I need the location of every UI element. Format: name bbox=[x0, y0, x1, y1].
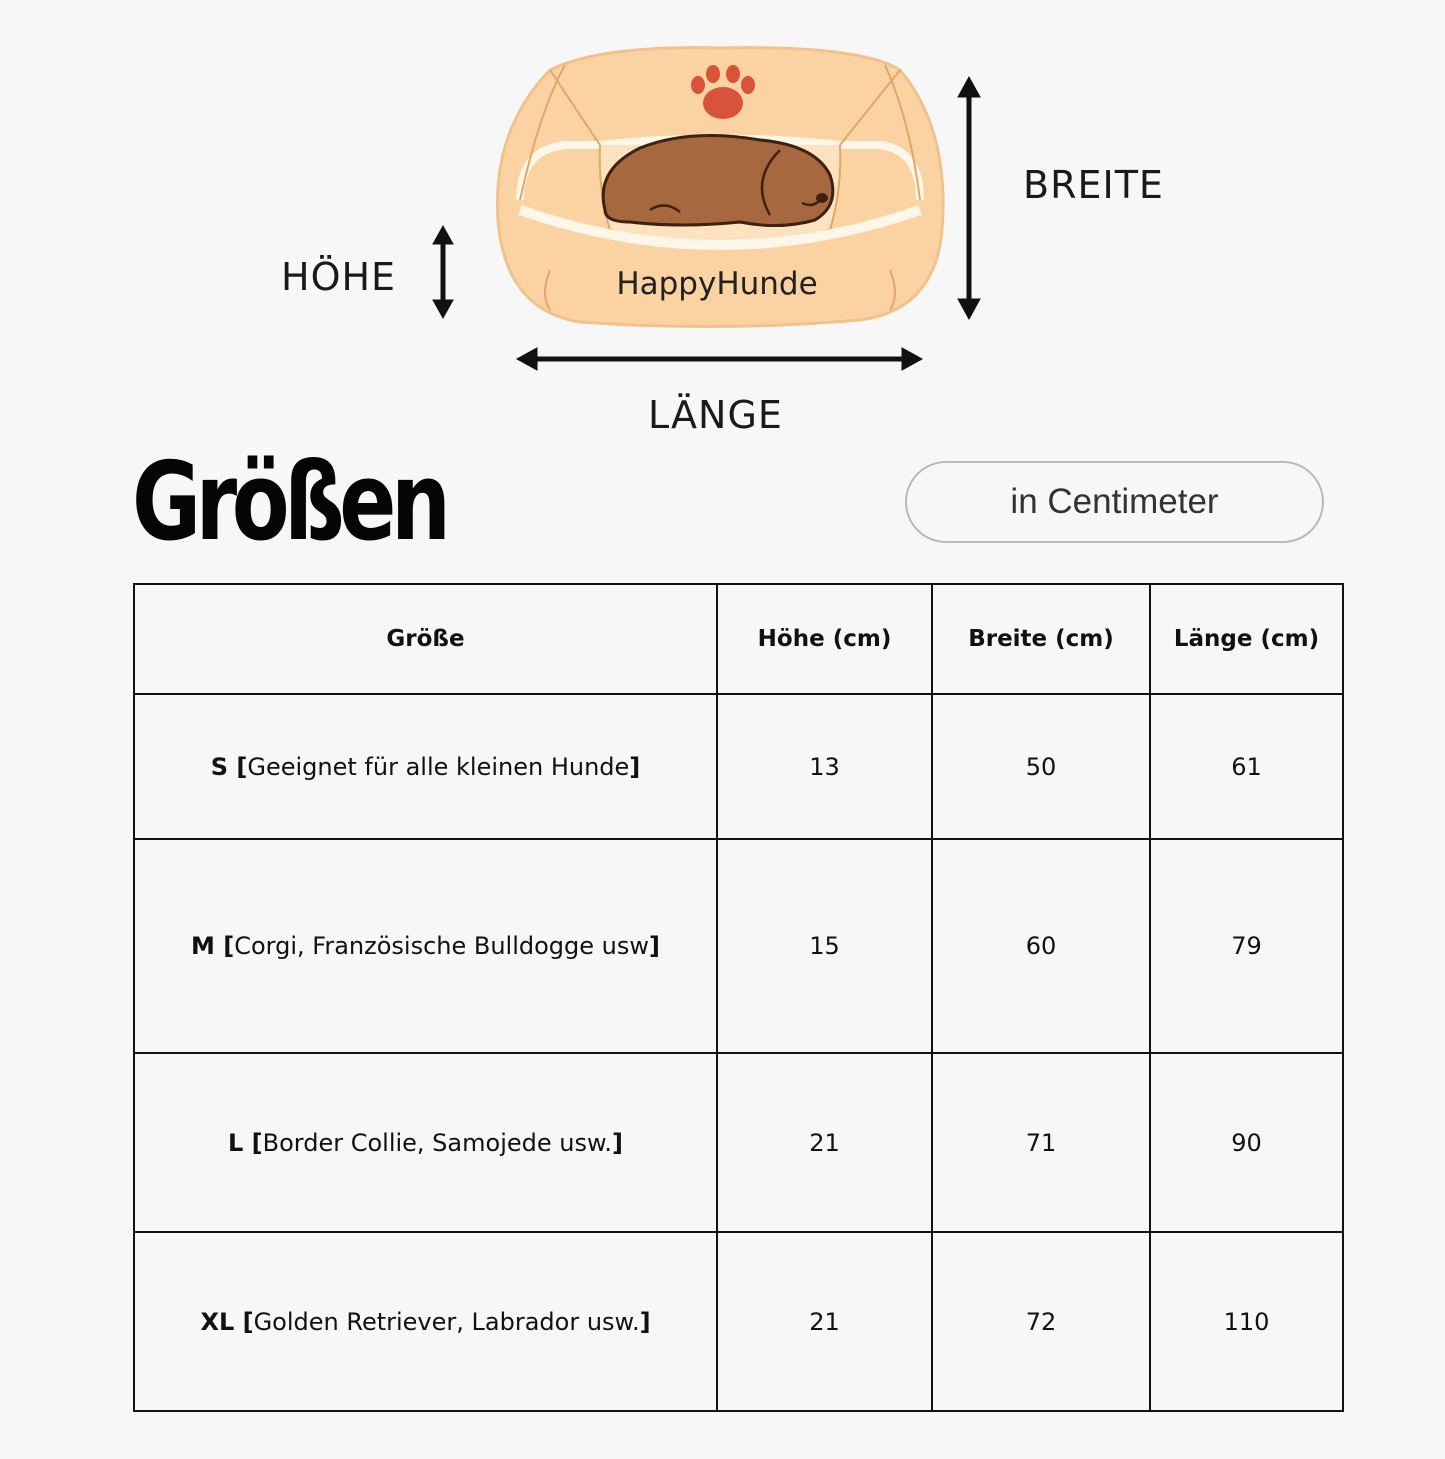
table-row bbox=[134, 1232, 1343, 1411]
bracket-close: ] bbox=[629, 752, 641, 781]
unit-badge: in Centimeter bbox=[905, 461, 1324, 543]
table-header-row bbox=[134, 584, 1343, 694]
header-height: Höhe (cm) bbox=[717, 584, 932, 694]
size-code: L bbox=[228, 1128, 244, 1157]
height-label: HÖHE bbox=[281, 255, 397, 299]
table-row bbox=[134, 839, 1343, 1053]
size-table bbox=[133, 583, 1344, 1412]
height-cell: 21 bbox=[717, 1053, 932, 1232]
header-size: Größe bbox=[134, 584, 717, 694]
length-cell: 90 bbox=[1150, 1053, 1343, 1232]
dog-bed-illustration bbox=[480, 40, 960, 340]
brand-text: HappyHunde bbox=[616, 266, 818, 302]
height-arrow bbox=[433, 226, 453, 318]
bracket-open: [ bbox=[243, 1128, 263, 1157]
length-cell: 61 bbox=[1150, 694, 1343, 839]
bracket-open: [ bbox=[228, 752, 248, 781]
bracket-open: [ bbox=[234, 1307, 254, 1336]
height-cell: 13 bbox=[717, 694, 932, 839]
width-cell: 50 bbox=[932, 694, 1150, 839]
size-code: S bbox=[210, 752, 229, 781]
table-row bbox=[134, 694, 1343, 839]
page-title: Größen bbox=[132, 440, 446, 565]
size-code: XL bbox=[200, 1307, 235, 1336]
size-description: Geeignet für alle kleinen Hunde bbox=[247, 752, 630, 781]
height-cell: 21 bbox=[717, 1232, 932, 1411]
bracket-open: [ bbox=[214, 932, 235, 960]
height-cell: 15 bbox=[717, 839, 932, 1053]
bracket-close: ] bbox=[649, 932, 660, 960]
size-cell bbox=[134, 1053, 717, 1232]
size-description: Border Collie, Samojede usw. bbox=[262, 1128, 613, 1157]
header-length: Länge (cm) bbox=[1150, 584, 1343, 694]
header-width: Breite (cm) bbox=[932, 584, 1150, 694]
size-description: Corgi, Französische Bulldogge usw bbox=[234, 932, 650, 960]
width-cell: 72 bbox=[932, 1232, 1150, 1411]
width-arrow bbox=[958, 77, 980, 319]
size-cell bbox=[134, 694, 717, 839]
length-cell: 110 bbox=[1150, 1232, 1343, 1411]
width-label: BREITE bbox=[1023, 163, 1164, 207]
size-cell bbox=[134, 1232, 717, 1411]
table-row bbox=[134, 1053, 1343, 1232]
size-description: Golden Retriever, Labrador usw. bbox=[253, 1307, 640, 1336]
width-cell: 60 bbox=[932, 839, 1150, 1053]
bracket-close: ] bbox=[612, 1128, 623, 1157]
bracket-close: ] bbox=[639, 1307, 651, 1336]
size-code: M bbox=[191, 932, 215, 960]
size-cell bbox=[134, 839, 717, 1053]
length-arrow bbox=[517, 348, 922, 370]
width-cell: 71 bbox=[932, 1053, 1150, 1232]
sleeping-dog-icon bbox=[603, 136, 833, 226]
length-cell: 79 bbox=[1150, 839, 1343, 1053]
length-label: LÄNGE bbox=[648, 393, 783, 437]
